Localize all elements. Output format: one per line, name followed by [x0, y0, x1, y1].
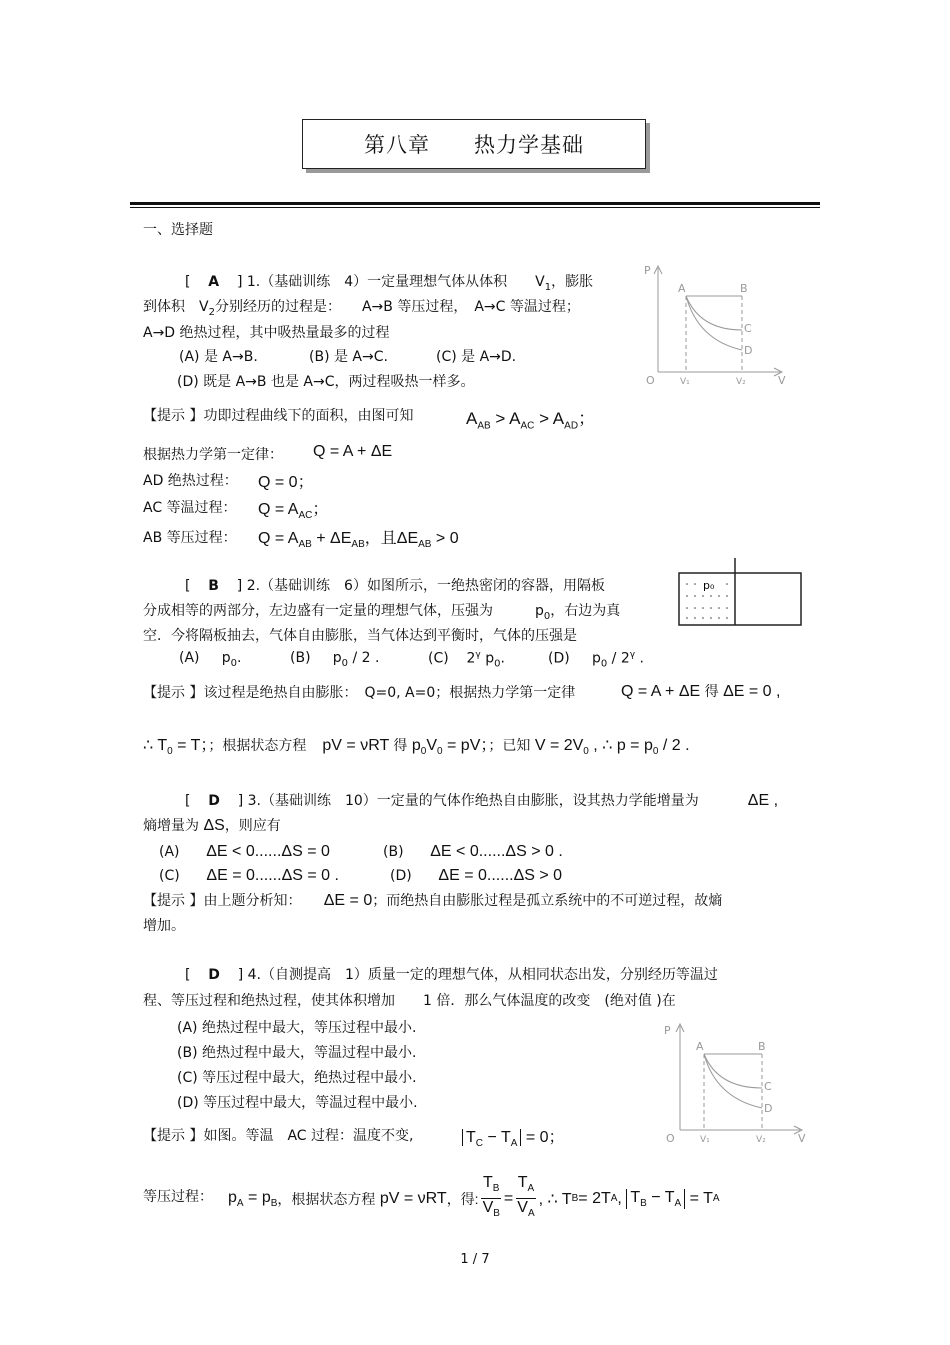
- q1-hint-line4: AC 等温过程：: [143, 500, 237, 516]
- q1-stem-line1: [ A ] 1.（基础训练 4）一定量理想气体从体积 $V_1$，膨胀: [185, 274, 594, 293]
- pv-diagram-1: [640, 260, 800, 390]
- diagram2-origin: O: [666, 1132, 675, 1145]
- chapter-title-box: [302, 119, 646, 169]
- diagram1-axis-p: P: [644, 264, 651, 277]
- svg-text:A: A: [696, 1040, 704, 1053]
- q1-first-law: Q = A + ΔE: [313, 443, 393, 460]
- diagram2-axis-p: P: [664, 1024, 671, 1037]
- pv-diagram-2: [650, 1018, 810, 1148]
- q4-stem-line2: 程、等压过程和绝热过程，使其体积增加 1 倍．那么气体温度的改变 (绝对值 )在: [143, 993, 676, 1009]
- q3-option-d: (D) ΔE = 0......ΔS > 0: [390, 867, 563, 884]
- q4-hint-line2: 等压过程：: [143, 1189, 213, 1205]
- q1-answer: A: [208, 274, 220, 290]
- svg-text:A: A: [678, 282, 686, 295]
- q1-stem-line2: 到体积 $V_2$分别经历的过程是： A→B 等压过程， A→C 等温过程；: [143, 299, 580, 318]
- q3-option-b: (B) ΔE < 0......ΔS > 0 .: [383, 843, 563, 860]
- diagram1-axis-v: V: [778, 374, 786, 387]
- q3-stem-line2: 熵增量为 ΔS，则应有: [143, 817, 281, 834]
- q1-option-a: (A) 是 A→B.: [179, 349, 258, 365]
- svg-text:C: C: [764, 1080, 772, 1093]
- q2-stem-line1: [ B ] 2.（基础训练 6）如图所示，一绝热密闭的容器，用隔板: [185, 578, 605, 594]
- q1-hint-line2: 根据热力学第一定律：: [143, 447, 283, 463]
- page-number: 1 / 7: [460, 1252, 490, 1267]
- q1-hint: 【提示 】功即过程曲线下的面积，由图可知: [143, 408, 414, 424]
- header-rule-thick: [130, 202, 820, 205]
- svg-text:B: B: [758, 1040, 766, 1053]
- header-rule-thin: [130, 207, 820, 208]
- q4-hint-formula: $T_C - T_A = 0$；: [462, 1124, 565, 1149]
- q4-option-b: (B) 绝热过程中最大，等温过程中最小.: [177, 1045, 417, 1061]
- svg-text:V₁: V₁: [680, 377, 690, 387]
- q1-stem-line3: A→D 绝热过程，其中吸热量最多的过程: [143, 325, 390, 341]
- svg-text:B: B: [740, 282, 748, 295]
- q2-answer: B: [208, 578, 219, 594]
- q4-option-d: (D) 等压过程中最大，等温过程中最小.: [177, 1095, 418, 1111]
- container-diagram: [675, 556, 805, 631]
- diagram1-origin: O: [646, 374, 655, 387]
- q4-answer: D: [208, 967, 220, 983]
- q4-hint-line2-formula: $p_A = p_B$ ，根据状态方程 pV = νRT ，得: $\frac{T_B}{V_B}$ = $\frac{T_A}{V_A}$ , ∴ T B = 2T A , $T_B - T_A$ = T A: [228, 1174, 720, 1220]
- q4-option-c: (C) 等压过程中最大，绝热过程中最小.: [177, 1070, 417, 1086]
- q3-answer: D: [208, 793, 220, 809]
- q1-option-c: (C) 是 A→D.: [436, 349, 517, 365]
- q2-hint-formula: Q = A + ΔE 得 ΔE = 0 ,: [621, 683, 781, 700]
- q2-stem-line2: 分成相等的两部分，左边盛有一定量的理想气体，压强为 $p_0$，右边为真: [143, 603, 621, 622]
- section-heading: 一、选择题: [143, 222, 213, 238]
- container-label: p₀: [703, 579, 715, 592]
- q3-option-a: (A) ΔE < 0......ΔS = 0: [159, 843, 330, 860]
- svg-text:V₁: V₁: [700, 1135, 710, 1145]
- q2-option-d: (D) $p_0 / 2^\gamma$ .: [548, 650, 644, 670]
- q1-option-d: (D) 既是 A→B 也是 A→C，两过程吸热一样多。: [177, 374, 475, 390]
- chapter-title: 第八章 热力学基础: [364, 133, 584, 157]
- q2-hint-line2: ∴ $T_0 = T$；；根据状态方程 pV = νRT 得 $p_0V_0$ = pV；；已知 $V = 2V_0$ , ∴ $p = p_0 / 2$ .: [143, 737, 690, 758]
- diagram2-axis-v: V: [798, 1132, 806, 1145]
- q4-stem-line1: [ D ] 4.（自测提高 1）质量一定的理想气体，从相同状态出发，分别经历等温过: [185, 967, 718, 983]
- q2-option-b: (B) $p_0 / 2$ .: [290, 650, 380, 669]
- svg-text:V₂: V₂: [736, 377, 746, 387]
- q4-hint: 【提示 】如图。等温 AC 过程：温度不变,: [143, 1128, 414, 1144]
- q1-option-b: (B) 是 A→C.: [309, 349, 388, 365]
- q1-hint-work-inequality: $A_{AB} > A_{AC} > A_{AD}$；: [466, 409, 596, 432]
- q1-hint-line3: AD 绝热过程：: [143, 473, 238, 489]
- svg-text:D: D: [744, 344, 753, 357]
- q3-option-c: (C) ΔE = 0......ΔS = 0 .: [159, 867, 339, 884]
- q3-hint-line2: 增加。: [143, 918, 185, 934]
- q2-option-c: (C) $2^\gamma$ $p_0$.: [428, 650, 505, 670]
- svg-text:V₂: V₂: [756, 1135, 766, 1145]
- q2-hint: 【提示 】该过程是绝热自由膨胀： Q=0, A=0；根据热力学第一定律: [143, 685, 576, 701]
- q4-option-a: (A) 绝热过程中最大，等压过程中最小.: [177, 1020, 417, 1036]
- q2-option-a: (A) $p_0$.: [179, 650, 242, 669]
- q1-hint-line5: AB 等压过程：: [143, 530, 237, 546]
- q3-stem-line1: [ D ] 3.（基础训练 10）一定量的气体作绝热自由膨胀，设其热力学能增量为 ΔE ,: [185, 792, 779, 809]
- svg-text:D: D: [764, 1102, 773, 1115]
- q2-stem-line3: 空．今将隔板抽去，气体自由膨胀，当气体达到平衡时，气体的压强是: [143, 628, 577, 644]
- q3-hint: 【提示 】由上题分析知： ΔE = 0；而绝热自由膨胀过程是孤立系统中的不可逆过程，故熵: [143, 892, 723, 909]
- svg-text:C: C: [744, 322, 752, 335]
